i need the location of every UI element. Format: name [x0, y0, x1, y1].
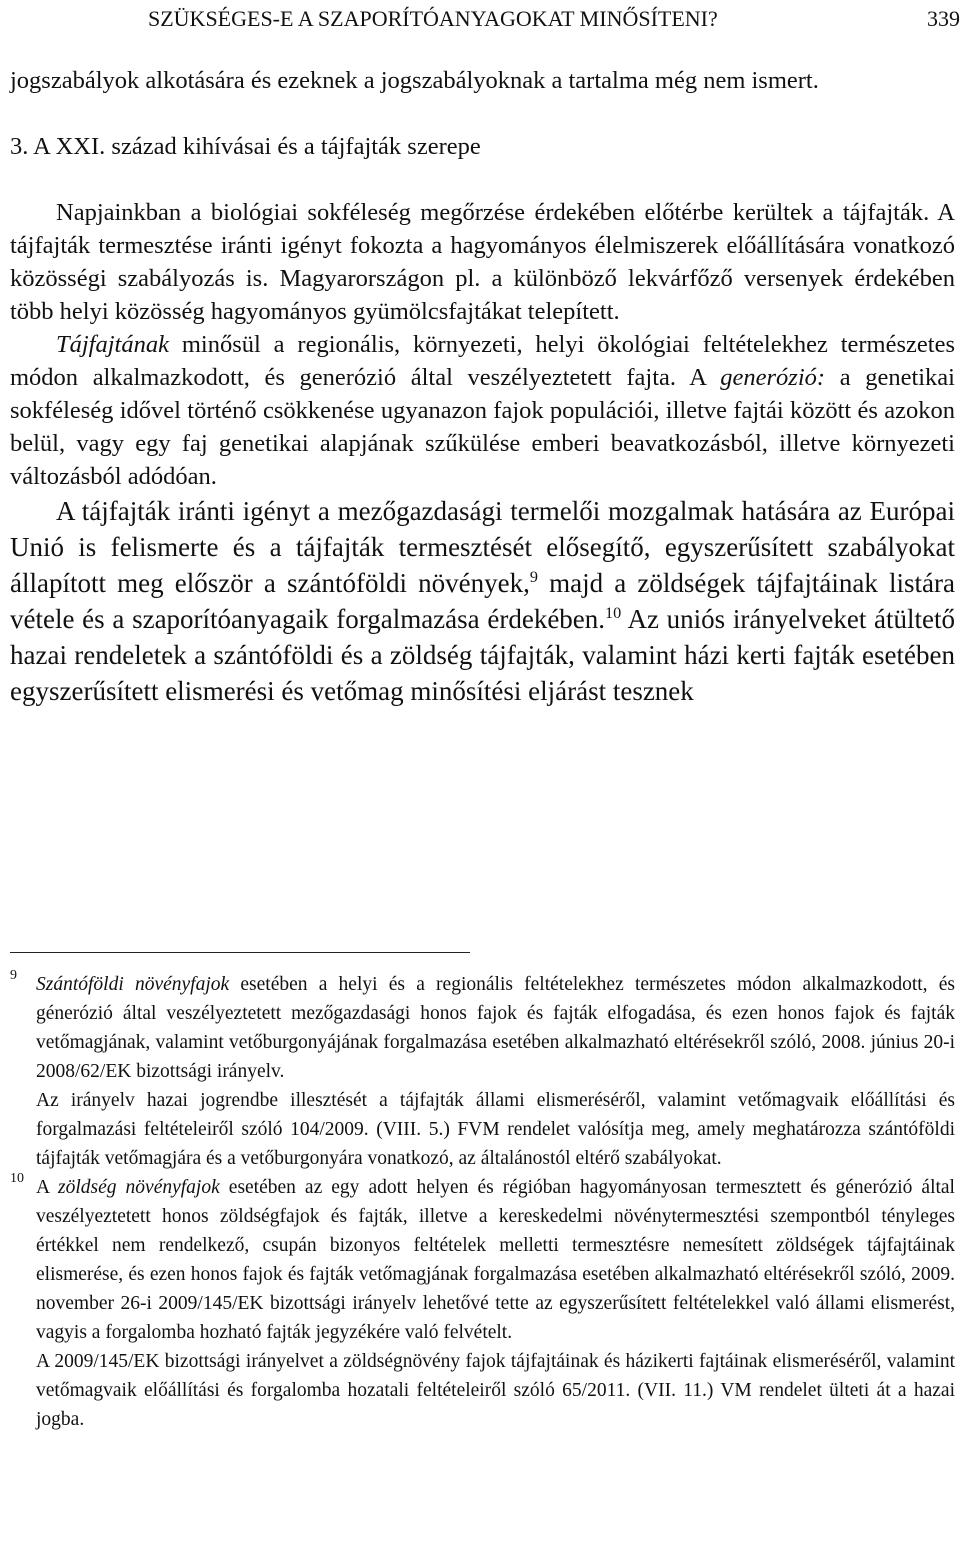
- paragraph-continuation: jogszabályok alkotására és ezeknek a jogszabályoknak a tartalma még nem ismert.: [10, 67, 819, 94]
- footnote-10: [10, 1173, 955, 1347]
- term-generozio: generózió:: [720, 364, 826, 391]
- paragraph-3-text-2: majd a zöldségek tájfajtáinak listára vétele és a szaporítóanyagaik forgalmazása érdekében.: [10, 568, 955, 634]
- paragraph-2: [10, 328, 955, 493]
- footnote-9-term: Szántóföldi növényfajok: [36, 974, 230, 995]
- footnotes: [10, 970, 955, 1434]
- footnote-9: [10, 970, 955, 1086]
- footnote-10-term: zöldség növényfajok: [58, 1177, 220, 1198]
- term-tajfajta: Tájfajtának: [56, 331, 169, 358]
- paragraph-2-text-1: minősül a regionális, környezeti, helyi ökológiai feltételekhez természetes módon alkalmazkodott, és generózió által veszélyeztetett fajta. A: [10, 331, 955, 391]
- footnote-ref-9[interactable]: 9: [529, 568, 538, 586]
- paragraph-3: [10, 493, 955, 709]
- section-heading: 3. A XXI. század kihívásai és a tájfajták szerepe: [10, 133, 481, 160]
- body-text: [10, 64, 955, 709]
- footnote-ref-10[interactable]: 10: [605, 604, 622, 622]
- footnote-10-paragraph-2: A 2009/145/EK bizottsági irányelvet a zöldségnövény fajok tájfajtáinak és házikerti fajtáinak elismeréséről, valamint vetőmagvaik előállítási és forgalomba hozatali feltételeiről szóló 65/2011. (VII. 11.) VM rendelet ülteti át a hazai jogba.: [36, 1351, 955, 1430]
- footnote-9-mark: 9: [10, 968, 17, 983]
- page-number: 339: [927, 6, 960, 31]
- header-title: SZÜKSÉGES-E A SZAPORÍTÓANYAGOKAT MINŐSÍTENI?: [148, 6, 718, 31]
- paragraph-1: Napjainkban a biológiai sokféleség megőrzése érdekében előtérbe kerültek a tájfajták. A tájfajták termesztése iránti igényt fokozta a hagyományos élelmiszerek előállítására vonatkozó közösségi szabályozás is. Magyarországon pl. a különböző lekvárfőző versenyek érdekében több helyi közösség hagyományos gyümölcsfajtákat telepített.: [10, 199, 955, 325]
- paragraph-2-text-2: a genetikai sokféleség idővel történő csökkenése ugyanazon fajok populációi, illetve fajtái között és azokon belül, vagy egy faj genetikai alapjának szűkülése emberi beavatkozásból, illetve környezeti változásból adódóan.: [10, 364, 955, 490]
- paragraph-3-text-1: A tájfajták iránti igényt a mezőgazdasági termelői mozgalmak hatására az Európai Unió is felismerte és a tájfajták termesztését elősegítő, egyszerűsített szabályokat állapított meg először a szántóföldi növények,: [10, 496, 955, 598]
- footnote-10-text-1: A: [36, 1177, 59, 1198]
- footnote-10-text-2: esetében az egy adott helyen és régióban hagyományosan termesztett és génerózió által veszélyeztetett honos zöldségfajok és fajták, illetve a kereskedelmi növénytermesztési szempontból tényleges értékkel nem rendelkező, csupán bizonyos feltételek melletti termesztésre nemesített zöldségek tájfajtáinak elismerése, és ezen honos fajok és fajták vetőmagjának forgalmazása esetében alkalmazható eltérésekről szóló, 2009. november 26-i 2009/145/EK bizottsági irányelv lehetővé tette az egyszerűsített feltételekkel való állami elismerést, vagyis a forgalomba hozható fajták jegyzékére való felvételt.: [36, 1177, 955, 1343]
- footnote-9-text: esetében a helyi és a regionális feltételekhez természetes módon alkalmazkodott, és génerózió által veszélyeztetett mezőgazdasági honos fajok és fajták elfogadása, és ezen honos fajok és fajták vetőmagjának, valamint vetőburgonyájának forgalmazása esetében alkalmazható eltérésekről szóló, 2008. június 20-i 2008/62/EK bizottsági irányelv.: [36, 974, 955, 1082]
- footnote-9-paragraph-2: Az irányelv hazai jogrendbe illesztését a tájfajták állami elismeréséről, valamint vetőmagvaik előállítási és forgalmazási feltételeiről szóló 104/2009. (VIII. 5.) FVM rendelet valósítja meg, amely meghatározza szántóföldi tájfajták vetőmagjára és a vetőburgonyára vonatkozó, az általánostól eltérő szabályokat.: [36, 1090, 955, 1169]
- paragraph-3-text-3: Az uniós irányelveket átültető hazai rendeletek a szántóföldi és a zöldség tájfajták, valamint házi kerti fajták esetében egyszerűsített elismerési és vetőmag minősítési eljárást tesznek: [10, 604, 956, 706]
- footnote-separator: [10, 952, 470, 953]
- footnote-10-mark: 10: [10, 1171, 24, 1186]
